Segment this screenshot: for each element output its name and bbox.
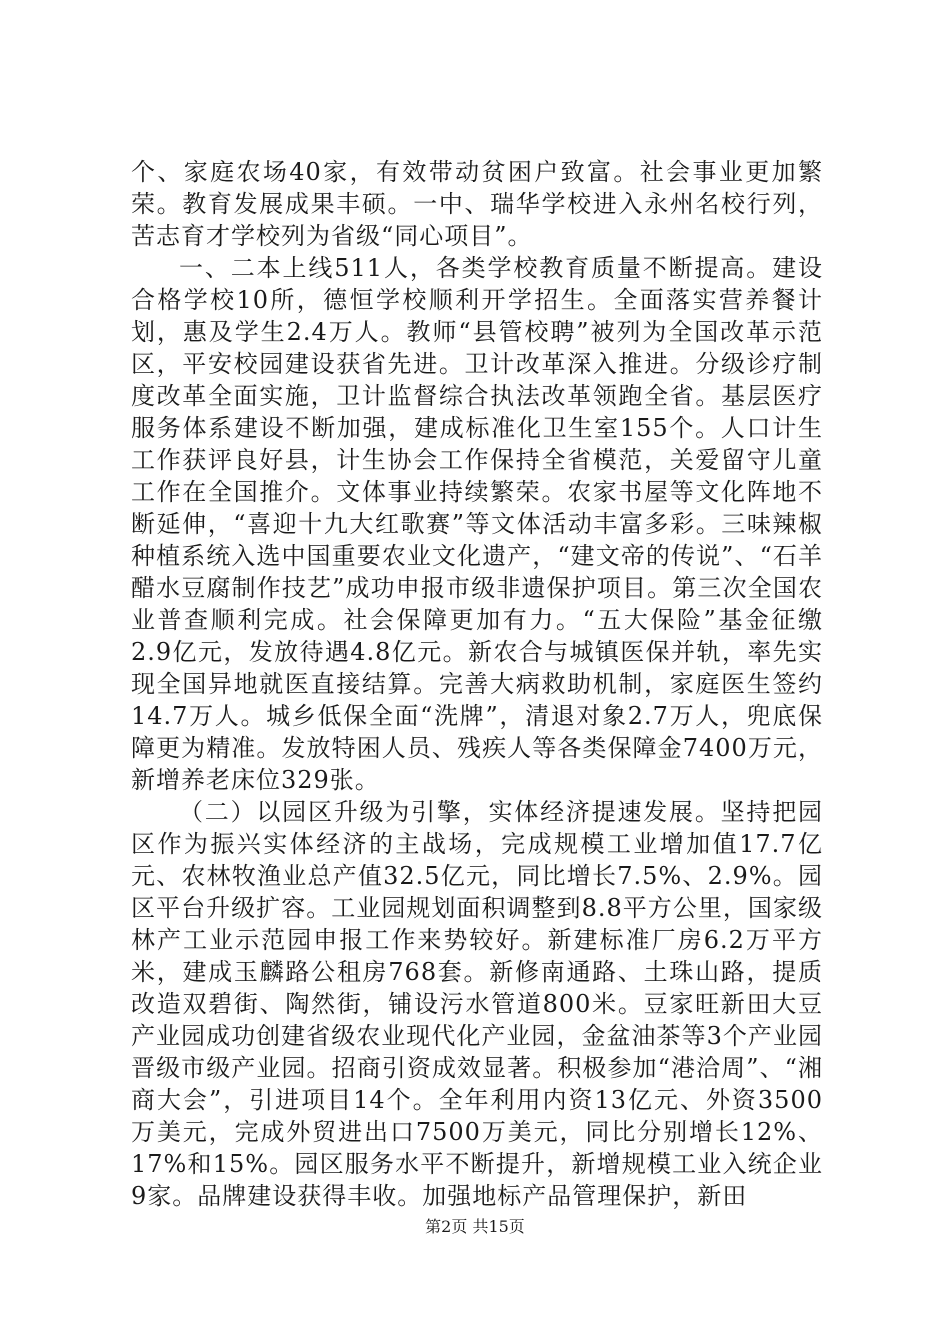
paragraph-2: 一、二本上线511人，各类学校教育质量不断提高。建设合格学校10所，德恒学校顺利开学招生。全面落实营养餐计划，惠及学生2.4万人。教师“县管校聘”被列为全国改革示范区，平安校园建设获省先进。卫计改革深入推进。分级诊疗制度改革全面实施，卫计监督综合执法改革领跑全省。基层医疗服务体系建设不断加强，建成标准化卫生室155个。人口计生工作获评良好县，计生协会工作保持全省模范，关爱留守儿童工作在全国推介。文体事业持续繁荣。农家书屋等文化阵地不断延伸，“喜迎十九大红歌赛”等文体活动丰富多彩。三味辣椒种植系统入选中国重要农业文化遗产，“建文帝的传说”、“石羊醋水豆腐制作技艺”成功申报市级非遗保护项目。第三次全国农业普查顺利完成。社会保障更加有力。“五大保险”基金征缴2.9亿元，发放待遇4.8亿元。新农合与城镇医保并轨，率先实现全国异地就医直接结算。完善大病救助机制，家庭医生签约14.7万人。城乡低保全面“洗牌”，清退对象2.7万人，兜底保障更为精准。发放特困人员、残疾人等各类保障金7400万元，新增养老床位329张。 [131, 254, 823, 794]
paragraph-1: 个、家庭农场40家，有效带动贫困户致富。社会事业更加繁荣。教育发展成果丰硕。一中、瑞华学校进入永州名校行列，苦志育才学校列为省级“同心项目”。 [131, 158, 823, 250]
page-number-footer: 第2页 共15页 [425, 1217, 525, 1236]
paragraph-3: （二）以园区升级为引擎，实体经济提速发展。坚持把园区作为振兴实体经济的主战场，完成规模工业增加值17.7亿元、农林牧渔业总产值32.5亿元，同比增长7.5%、2.9%。园区平台升级扩容。工业园规划面积调整到8.8平方公里，国家级林产工业示范园申报工作来势较好。新建标准厂房6.2万平方米，建成玉麟路公租房768套。新修南通路、土珠山路，提质改造双碧街、陶然街，铺设污水管道800米。豆家旺新田大豆产业园成功创建省级农业现代化产业园，金盆油茶等3个产业园晋级市级产业园。招商引资成效显著。积极参加“港洽周”、“湘商大会”，引进项目14个。全年利用内资13亿元、外资3500万美元，完成外贸进出口7500万美元，同比分别增长12%、17%和15%。园区服务水平不断提升，新增规模工业入统企业9家。品牌建设获得丰收。加强地标产品管理保护，新田 [131, 798, 823, 1210]
document-body [131, 156, 823, 1212]
